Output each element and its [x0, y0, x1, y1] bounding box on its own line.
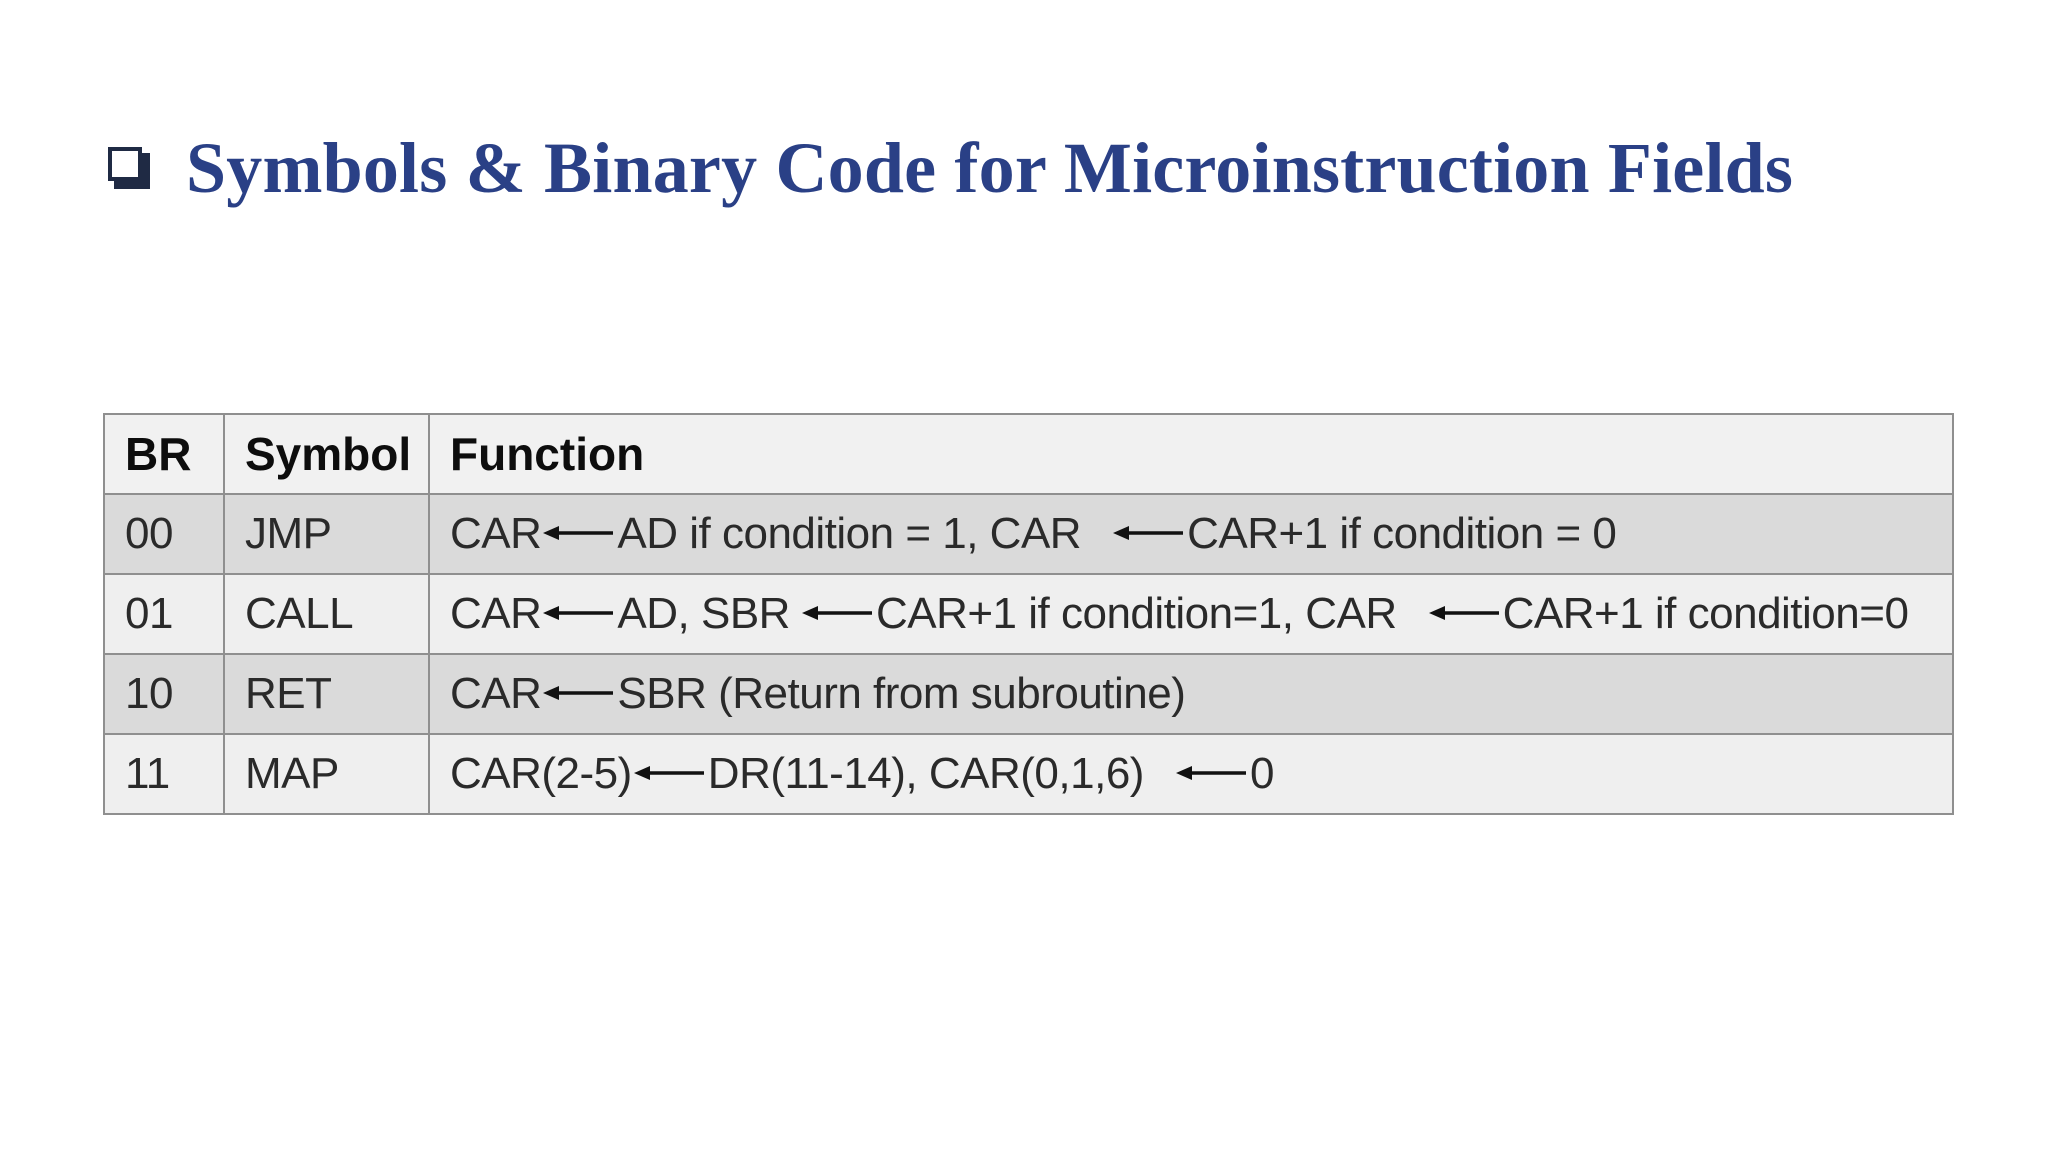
table-row — [104, 494, 1953, 574]
symbol-cell: MAP — [224, 734, 429, 814]
function-part: SBR (Return from subroutine) — [617, 669, 1186, 718]
function-part: CAR+1 if condition = 0 — [1187, 509, 1617, 558]
slide-title: Symbols & Binary Code for Microinstruction Fields — [186, 127, 1794, 208]
header-br: BR — [104, 414, 224, 494]
left-arrow-icon — [543, 683, 615, 703]
left-arrow-icon — [634, 763, 706, 783]
function-cell — [429, 654, 1953, 734]
left-arrow-icon — [543, 603, 615, 623]
title-row — [108, 118, 1793, 218]
table-row — [104, 734, 1953, 814]
br-cell: 11 — [104, 734, 224, 814]
function-part: CAR+1 if condition=1, CAR — [875, 589, 1397, 638]
checkbox-bullet-icon — [108, 147, 150, 189]
function-part: AD, SBR — [617, 589, 790, 638]
left-arrow-icon — [1429, 603, 1501, 623]
function-part: CAR — [450, 669, 542, 718]
symbol-cell: CALL — [224, 574, 429, 654]
left-arrow-icon — [1113, 523, 1185, 543]
function-part: CAR — [450, 589, 542, 638]
function-part: AD if condition = 1, CAR — [617, 509, 1082, 558]
table-row — [104, 574, 1953, 654]
header-symbol: Symbol — [224, 414, 429, 494]
left-arrow-icon — [543, 523, 615, 543]
microinstruction-fields-table — [103, 413, 1954, 815]
br-cell: 10 — [104, 654, 224, 734]
function-part: DR(11-14), CAR(0,1,6) — [707, 749, 1144, 798]
function-cell — [429, 734, 1953, 814]
function-part: CAR(2-5) — [450, 749, 632, 798]
function-cell — [429, 574, 1953, 654]
function-part: 0 — [1249, 749, 1274, 798]
table-header-row — [104, 414, 1953, 494]
header-function: Function — [429, 414, 1953, 494]
function-part: CAR — [450, 509, 542, 558]
left-arrow-icon — [1176, 763, 1248, 783]
left-arrow-icon — [802, 603, 874, 623]
function-part: CAR+1 if condition=0 — [1502, 589, 1909, 638]
table-row — [104, 654, 1953, 734]
symbol-cell: JMP — [224, 494, 429, 574]
br-cell: 01 — [104, 574, 224, 654]
function-cell — [429, 494, 1953, 574]
symbol-cell: RET — [224, 654, 429, 734]
br-cell: 00 — [104, 494, 224, 574]
